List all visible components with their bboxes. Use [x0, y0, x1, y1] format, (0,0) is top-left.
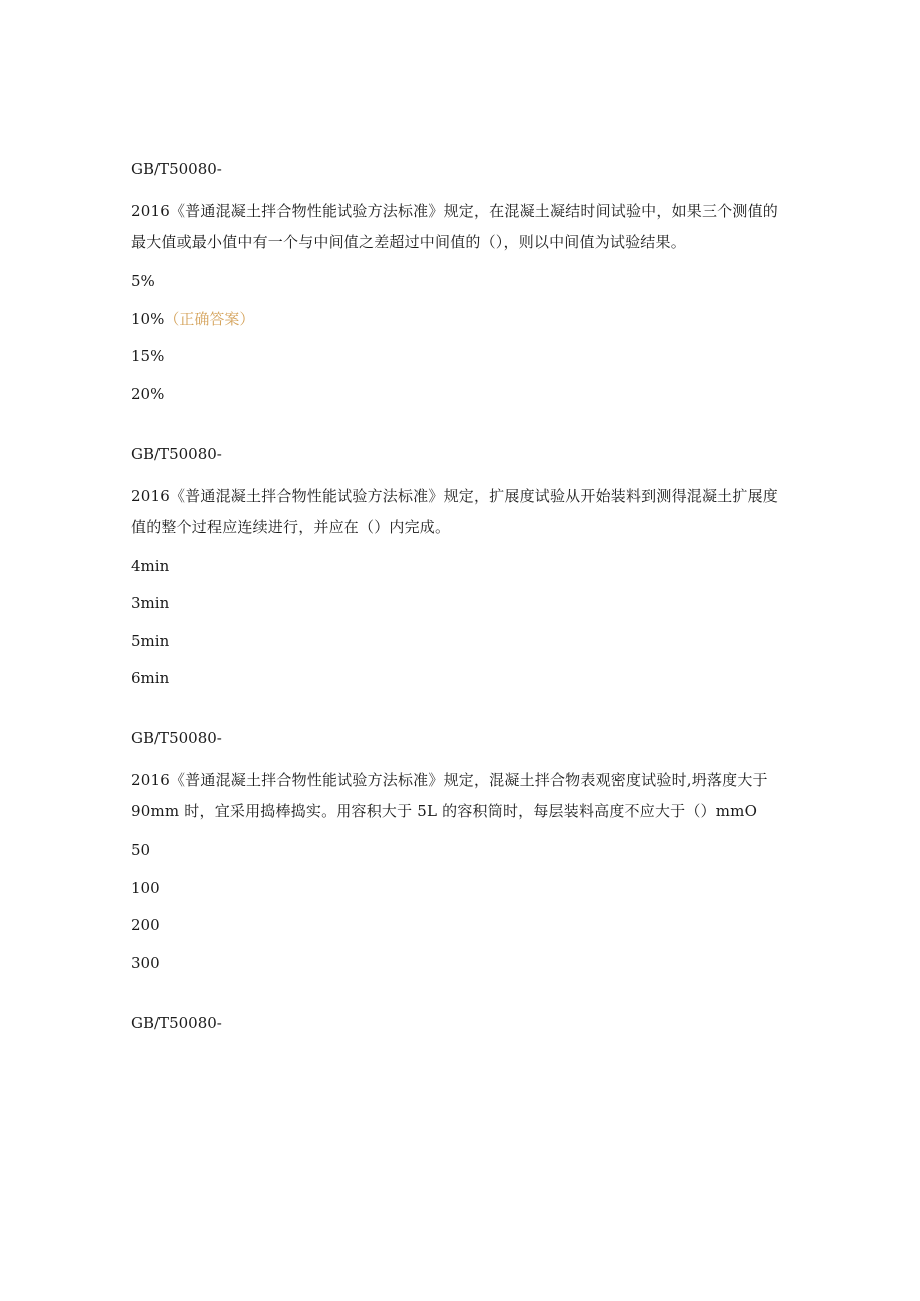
- question-1-option-c: [131, 345, 781, 367]
- document-page: [131, 158, 781, 1072]
- question-3: [131, 727, 781, 974]
- question-2-option-b: [131, 592, 781, 614]
- question-3-option-c: [131, 914, 781, 936]
- question-3-options: [131, 839, 781, 974]
- question-2-option-a: [131, 555, 781, 577]
- question-1: [131, 158, 781, 405]
- option-label: 20%: [131, 384, 165, 403]
- question-2-options: [131, 555, 781, 690]
- question-1-option-a: [131, 270, 781, 292]
- question-1-option-d: [131, 383, 781, 405]
- question-3-option-b: [131, 877, 781, 899]
- correct-answer-mark: （正确答案）: [164, 309, 255, 328]
- question-1-option-b: [131, 308, 781, 330]
- option-label: 15%: [131, 347, 165, 365]
- option-label: 3min: [131, 594, 170, 612]
- question-3-option-d: [131, 952, 781, 974]
- question-2-text: 2016《普通混凝土拌合物性能试验方法标准》规定，扩展度试验从开始装料到测得混凝土扩展度值的整个过程应连续进行，并应在（）内完成。: [131, 486, 778, 536]
- option-label: 4min: [131, 556, 170, 575]
- question-1-text: 2016《普通混凝土拌合物性能试验方法标准》规定，在混凝土凝结时间试验中，如果三个测值的最大值或最小值中有一个与中间值之差超过中间值的（），则以中间值为试验结果。: [131, 202, 778, 251]
- question-2-ref: GB/T50080-: [131, 444, 222, 463]
- question-2: [131, 443, 781, 690]
- option-label: 100: [131, 878, 160, 897]
- question-2-option-d: [131, 667, 781, 689]
- option-label: 5%: [131, 272, 155, 290]
- question-3-text: 2016《普通混凝土拌合物性能试验方法标准》规定，混凝土拌合物表观密度试验时,坍落度大于 90mm 时，宜采用捣棒捣实。用容积大于 5L 的容积筒时，每层装料高度不应大于（）mmO: [131, 771, 768, 820]
- option-label: 50: [131, 841, 151, 859]
- option-label: 200: [131, 916, 160, 934]
- question-4: [131, 1012, 781, 1034]
- question-1-options: [131, 270, 781, 405]
- question-4-ref: GB/T50080-: [131, 1013, 222, 1032]
- option-label: 10%: [131, 309, 165, 328]
- question-3-ref: GB/T50080-: [131, 729, 222, 747]
- option-label: 5min: [131, 631, 170, 650]
- question-2-option-c: [131, 630, 781, 652]
- option-label: 300: [131, 953, 160, 972]
- option-label: 6min: [131, 669, 170, 687]
- question-1-ref: GB/T50080-: [131, 160, 222, 178]
- question-3-option-a: [131, 839, 781, 861]
